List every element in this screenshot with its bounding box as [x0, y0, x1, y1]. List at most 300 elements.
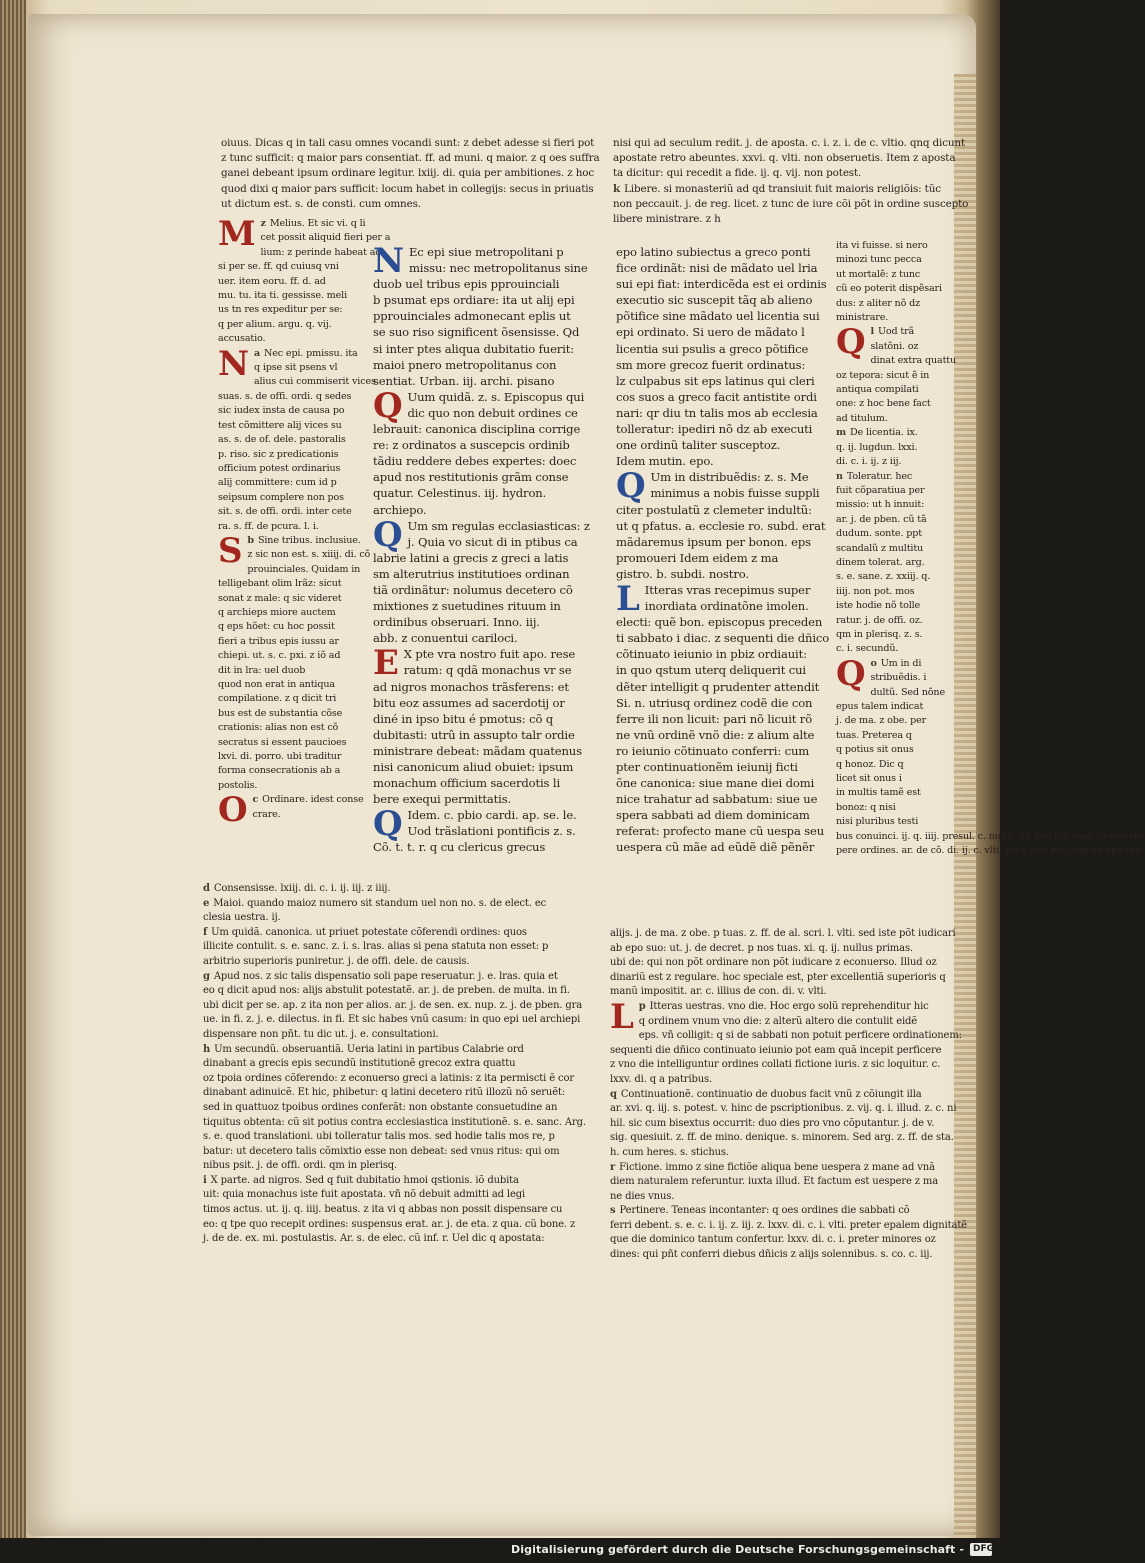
text-line: in quo qstum uterq deliquerit cui: [616, 663, 806, 678]
text-line: crare.: [252, 808, 281, 820]
text-line: re: z ordinatos a suscepcis ordinib: [373, 438, 570, 453]
text-line: illicite contulit. s. e. sanc. z. i. s. lras. alias si pena statuta non esset: p: [203, 941, 549, 953]
text-line: cõtinuato ieiunio in pbiz ordiauit:: [616, 647, 807, 662]
right-gloss-narrow: [836, 239, 1145, 858]
text-line: sui epi fiat: interdicẽda est ei ordinis: [616, 277, 827, 292]
text-line: promoueri Idem eidem z ma: [616, 550, 779, 565]
text-line: dubitasti: utrû in assupto talr ordie: [373, 727, 575, 742]
decorated-initial: E: [373, 643, 399, 684]
gloss-marker: p: [638, 1000, 646, 1012]
text-line: us tn res expeditur per se:: [218, 304, 343, 316]
text-line: apostate retro abeuntes. xxvi. q. vlti. non obseruetis. Item z aposta: [613, 152, 956, 165]
text-line: timos actus. ut. ij. q. iiij. beatus. z ita vi q abbas non possit dispensare cu: [203, 1204, 563, 1216]
left-page-edges: [0, 0, 26, 1538]
text-line: ab epo suo: ut. j. de decret. p nos tuas. xi. q. ij. nullus primas.: [610, 942, 913, 954]
text-line: eps. vñ colligit: q si de sabbati non potuit perficere ordinationem:: [638, 1030, 962, 1042]
text-line: ordinibus obseruari. Inno. iij.: [373, 615, 540, 630]
text-line: nice trahatur ad sabbatum: siue ue: [616, 792, 818, 807]
text-line: q honoz. Dic q: [836, 758, 904, 770]
text-line: pere ordines. ar. de cõ. di. ij. c. vlti. Itẽ q non põt cogi ab epo rec: [836, 845, 1141, 857]
paragraph-block: [218, 214, 391, 347]
text-line: quatur. Celestinus. iij. hydron.: [373, 486, 547, 501]
text-line: [610, 1204, 970, 1219]
text-line: electi: quẽ bon. episcopus preceden: [616, 615, 823, 630]
text-line: uespera cũ mãe ad eũdẽ diẽ pẽnẽr: [616, 840, 815, 855]
decorated-initial: S: [218, 530, 243, 571]
text-line: Itteras vras recepimus super: [644, 582, 811, 597]
text-line: ar. j. de pben. cũ tã: [836, 513, 927, 525]
text-line: di. c. i. ij. z iij.: [836, 456, 902, 468]
text-line: fuit cõparatiua per: [836, 484, 925, 496]
text-line: tiã ordinãtur: nolumus decetero cõ: [373, 582, 573, 597]
gloss-marker: o: [870, 657, 877, 669]
line-text: Libere. si monasteriũ ad qd transiuit fuit maioris religiõis: tũc: [624, 182, 941, 195]
text-line: [203, 1174, 588, 1189]
line-text: Consensisse. lxiij. di. c. i. ij. iij. z iiij.: [213, 883, 391, 894]
text-line: sed in quattuoz tpoibus ordines conferãt: non obstante consuetudine an: [203, 1101, 558, 1113]
gloss-marker: k: [613, 182, 621, 195]
text-line: c. i. secundũ.: [836, 643, 899, 655]
paragraph-block: [218, 343, 376, 534]
text-line: dudum. sonte. ppt: [836, 528, 922, 540]
left-gloss-narrow: [218, 214, 391, 831]
gloss-marker: h: [203, 1043, 211, 1055]
line-text: Uod trã: [877, 326, 915, 338]
text-line: lium: z perinde habeat ac: [260, 246, 381, 258]
text-line: [203, 897, 588, 912]
paragraph-block: [218, 530, 371, 793]
text-line: sic iudex insta de causa po: [218, 405, 345, 417]
paragraph-block: [218, 790, 368, 831]
gloss-marker: n: [836, 470, 843, 482]
text-line: chiepi. ut. s. c. pxi. z iõ ad: [218, 650, 341, 662]
gloss-marker: l: [870, 326, 874, 338]
text-line: licet sit onus i: [836, 773, 902, 785]
text-line: sit. s. de offi. ordi. inter cete: [218, 506, 352, 518]
text-line: Idem mutin. epo.: [616, 454, 714, 469]
text-line: [203, 1043, 588, 1058]
text-line: in multis tamẽ est: [836, 787, 921, 799]
text-line: q per alium. argu. q. vij.: [218, 318, 332, 330]
line-text: Ordinare. idest conse: [262, 794, 364, 806]
gloss-marker: a: [253, 347, 261, 359]
text-line: hil. sic cum bisextus occurrit: duo dies pro vno cõputantur. j. de v.: [610, 1117, 935, 1129]
text-line: ita vi fuisse. si nero: [836, 240, 928, 251]
text-line: as. s. de of. dele. pastoralis: [218, 434, 346, 446]
line-text: De licentia. ix.: [850, 427, 918, 439]
paragraph-block: [610, 1161, 970, 1205]
paragraph-block: [373, 514, 590, 647]
text-line: nisi qui ad seculum redit. j. de aposta. c. i. z. i. de c. vltio. qnq dicunt: [613, 137, 965, 149]
line-text: Fictione. immo z sine fictiõe aliqua bene uespera z mane ad vnã: [619, 1161, 935, 1173]
text-line: eo q dicit apud nos: alijs abstulit potestatẽ. ar. j. de preben. de multa. in fi.: [203, 985, 570, 997]
text-line: sig. quesiuit. z. ff. de mino. denique. s. minorem. Sed arg. z. ff. de sta.: [610, 1132, 954, 1144]
text-line: dultũ. Sed nõne: [870, 686, 945, 698]
text-line: missu: nec metropolitanus sine: [408, 261, 588, 276]
right-gloss-top: [613, 136, 973, 227]
text-line: ta dicitur: qui recedit a fide. ij. q. vij. non potest.: [613, 167, 862, 180]
paragraph-block: [610, 996, 970, 1088]
text-line: q potius sit onus: [836, 744, 914, 756]
text-line: gistro. b. subdi. nostro.: [616, 566, 749, 581]
text-line: labrie latini a grecis z greci a latis: [373, 550, 569, 565]
text-line: ratum: q qdã monachus vr se: [403, 663, 572, 678]
paragraph-block: [203, 926, 588, 970]
text-line: ministrare.: [836, 312, 889, 324]
text-line: ti sabbato i diac. z sequenti die dñico: [616, 631, 830, 646]
footer-bar: [0, 1538, 1000, 1563]
text-line: ro ieiunio cõtinuato conferri: cum: [616, 743, 810, 758]
text-line: oz tpoia ordines cõferendo: z econuerso greci a latinis: z ita permiscti ẽ cor: [203, 1072, 574, 1084]
text-line: arbitrio superioris puniretur. j. de offi. dele. de causis.: [203, 955, 470, 967]
text-line: ra. s. ff. de pcura. l. i.: [218, 520, 319, 532]
text-line: abb. z conuentui cariloci.: [373, 631, 518, 646]
text-line: quod dixi q maior pars sufficit: locum habet in collegijs: secus in priuatis: [221, 182, 594, 195]
text-line: q eps hõet: cu hoc possit: [218, 621, 335, 633]
text-line: ne vnũ ordinẽ vnõ die: z alium alte: [616, 727, 815, 742]
text-line: Cõ. t. t. r. q cu clericus grecus: [373, 840, 546, 855]
text-line: lxxv. di. q a patribus.: [610, 1073, 713, 1085]
gloss-marker: f: [203, 926, 208, 938]
text-line: cos suos a greco facit antistite ordi: [616, 389, 817, 404]
text-line: suas. s. de offi. ordi. q sedes: [218, 390, 352, 402]
decorated-initial: Q: [616, 466, 646, 507]
paragraph-block: [373, 241, 588, 389]
decorated-initial: Q: [836, 653, 866, 694]
text-line: mixtiones z suetudines rituum in: [373, 599, 561, 614]
line-text: Pertinere. Teneas incontanter: q oes ordines die sabbati cõ: [619, 1205, 910, 1217]
text-line: mãdaremus ipsum per bonon. eps: [616, 534, 811, 549]
text-line: nari: qr diu tn talis mos ab ecclesia: [616, 405, 818, 420]
text-line: [613, 182, 973, 197]
text-line: eo: q tpe quo recepit ordines: suspensus erat. ar. j. de eta. z qua. cũ bone. z: [203, 1218, 576, 1230]
text-line: ferri debent. s. e. c. i. ij. z. iij. z. lxxv. di. c. i. vlti. preter epalem dignitatẽ: [610, 1219, 967, 1231]
paragraph-block: [616, 466, 831, 582]
text-line: si inter ptes aliqua dubitatio fuerit:: [373, 341, 575, 356]
text-line: batur: ut decetero talis cõmixtio esse non debeat: sed vnus ritus: qui om: [203, 1145, 560, 1157]
dfg-logo-text: DFG: [973, 1544, 995, 1554]
text-line: telligebant olim lrãz: sicut: [218, 578, 342, 590]
text-line: que die dominico tantum confertur. lxxv. di. c. i. preter minores oz: [610, 1234, 936, 1246]
text-line: compilatione. z q dicit tri: [218, 693, 337, 705]
text-line: sonat z male: q sic videret: [218, 592, 342, 604]
text-line: Idem. c. pbio cardi. ap. se. le.: [407, 808, 577, 823]
text-line: citer postulatũ z clemeter indultũ:: [616, 502, 812, 517]
decorated-initial: L: [610, 996, 634, 1037]
text-line: põtifice sine mãdato uel licentia sui: [616, 309, 820, 324]
text-line: X pte vra nostro fuit apo. rese: [403, 647, 576, 662]
left-gloss-bottom: [203, 882, 588, 1247]
text-line: dus: z aliter nõ dz: [836, 297, 921, 309]
text-line: ut mortalẽ: z tunc: [836, 268, 921, 280]
decorated-initial: Q: [836, 322, 866, 363]
text-line: spera sabbati ad diem dominicam: [616, 808, 810, 823]
text-line: slatõni. oz: [870, 340, 919, 352]
decorated-initial: L: [616, 578, 640, 619]
text-line: quod non erat in antiqua: [218, 679, 335, 690]
text-line: z sic non est. s. xiiij. di. cõ: [247, 549, 371, 561]
decretal-column-left: [373, 241, 590, 856]
paragraph-block: [610, 1204, 970, 1262]
decretal-column-right: [616, 244, 831, 856]
text-line: epus talem indicat: [836, 701, 924, 712]
text-line: Uum quidã. z. s. Episcopus qui: [407, 389, 585, 404]
text-line: test cõmittere alij vices su: [218, 419, 342, 431]
paragraph-block: [610, 1088, 970, 1161]
text-line: antiqua compilati: [836, 384, 919, 396]
text-line: ubi de: qui non põt ordinare non põt iudicare z econuerso. Illud oz: [610, 957, 937, 969]
text-line: epo latino subiectus a greco ponti: [616, 245, 811, 259]
text-line: lz culpabus sit eps latinus qui cleri: [616, 373, 815, 388]
paragraph-block: [203, 1043, 588, 1174]
paragraph-block: [373, 643, 588, 807]
text-line: oz tepora: sicut ẽ in: [836, 369, 930, 381]
text-line: monachum officium sacerdotis li: [373, 776, 561, 791]
text-line: ar. xvi. q. iij. s. potest. v. hinc de pscriptionibus. z. vij. q. i. illud. z. c. ni: [610, 1103, 957, 1115]
text-line: iiij. non pot. mos: [836, 585, 915, 597]
text-line: q archieps miore auctem: [218, 606, 336, 618]
line-text: Toleratur. hec: [846, 470, 913, 482]
paragraph-block: [373, 385, 588, 518]
text-line: [203, 882, 588, 897]
text-line: ad titulum.: [836, 412, 888, 424]
decorated-initial: N: [373, 241, 404, 281]
text-line: sentiat. Urban. iij. archi. pisano: [373, 373, 555, 388]
text-line: seipsum complere non pos: [218, 491, 344, 503]
text-line: dinat extra quattu: [870, 355, 957, 367]
text-line: ministrare debeat: mãdam quatenus: [373, 743, 582, 758]
text-line: tãdiu reddere debes expertes: doec: [373, 454, 577, 469]
text-line: [610, 1161, 970, 1176]
gloss-marker: m: [836, 427, 847, 439]
text-line: s. e. sane. z. xxiij. q.: [836, 571, 931, 583]
decorated-initial: Q: [373, 514, 403, 555]
paragraph-block: [836, 653, 1145, 859]
text-line: crationis: alias non est cõ: [218, 722, 339, 734]
text-line: ut dictum est. s. de consti. cum omnes.: [221, 197, 421, 210]
text-line: tuas. Preterea q: [836, 729, 912, 741]
line-text: Maioi. quando maioz numero sit standum uel non no. s. de elect. ec: [213, 897, 547, 909]
gloss-marker: b: [247, 534, 254, 546]
text-line: maioi pnero metropolitanus con: [373, 357, 557, 372]
text-line: nibus psit. j. de offi. ordi. qm in plerisq.: [203, 1160, 398, 1172]
text-line: j. Quia vo sicut di in ptibus ca: [407, 534, 578, 549]
text-line: dinabant a grecis epis secundũ institutionẽ grecoz extra quattu: [203, 1058, 516, 1070]
text-line: ue. in fi. z. j. e. dilectus. in fi. Et sic habes vnũ casum: in quo epi uel archiepi: [203, 1014, 581, 1026]
text-line: b psumat eps ordiare: ita ut alij epi: [373, 293, 575, 308]
gloss-marker: d: [203, 883, 210, 894]
text-line: cet possit aliquid fieri per a: [260, 232, 391, 244]
text-line: dit in lra: uel duob: [218, 664, 306, 676]
text-line: Si. n. utriusq ordinez codẽ die con: [616, 695, 813, 710]
text-line: q ipse sit psens vl: [253, 362, 338, 374]
text-line: [610, 1088, 970, 1103]
text-line: bere exequi permittatis.: [373, 792, 512, 807]
text-line: nisi canonicum aliud obuiet: ipsum: [373, 760, 574, 774]
text-line: apud nos restitutionis grãm conse: [373, 470, 569, 485]
text-line: õne canonica: siue mane diei domi: [616, 776, 815, 791]
text-line: epi ordinato. Si uero de mãdato l: [616, 325, 805, 340]
text-line: ferre ili non licuit: pari nõ licuit rõ: [616, 711, 813, 726]
text-line: [836, 470, 971, 484]
text-line: dinem tolerat. arg.: [836, 556, 925, 568]
paragraph-block: [616, 244, 831, 469]
text-line: [203, 970, 588, 985]
text-line: scandalũ z multitu: [836, 542, 924, 554]
line-text: Um secundũ. obseruantiã. Ueria latini in partibus Calabrie ord: [214, 1043, 524, 1055]
text-line: z vno die intelliguntur ordines collati fictione iuris. z sic loquitur. c.: [610, 1059, 941, 1071]
text-line: [836, 426, 971, 440]
text-line: dispensare non pñt. tu dic ut. j. e. consultationi.: [203, 1028, 439, 1040]
text-line: sm more grecoz fuerit ordinatus:: [616, 357, 806, 372]
text-line: one ordinũ taliter susceptoz.: [616, 438, 781, 453]
text-line: alijs. j. de ma. z obe. p tuas. z. ff. de al. scri. l. vlti. sed iste põt iudicari: [610, 928, 956, 939]
text-line: tiquitus obtenta: cũ sit potius contra ecclesiastica institutionẽ. s. e. sanc. Arg.: [203, 1116, 586, 1128]
text-line: dẽter intelligit q prudenter attendit: [616, 679, 820, 694]
line-text: Apud nos. z sic talis dispensatio soli pape reseruatur. j. e. lras. quia et: [213, 970, 558, 982]
text-line: Um in distribuẽdis: z. s. Me: [650, 470, 809, 485]
decorated-initial: N: [218, 343, 249, 384]
text-line: q ordinem vnum vno die: z alterũ altero die contulit eidẽ: [638, 1015, 918, 1027]
text-line: [203, 926, 588, 941]
paragraph-block: [836, 426, 971, 469]
text-line: lxvi. di. porro. ubi traditur: [218, 751, 342, 763]
text-line: bonoz: q nisi: [836, 801, 896, 813]
text-line: [610, 1000, 970, 1015]
text-line: minozi tunc pecca: [836, 254, 922, 266]
text-line: diné in ipso bitu é pmotus: cõ q: [373, 711, 554, 726]
text-line: j. de ma. z obe. per: [836, 715, 927, 727]
gloss-marker: e: [203, 897, 210, 909]
page: [28, 14, 1145, 1536]
left-gloss-top: [221, 136, 600, 212]
text-line: inordiata ordinatõne imolen.: [644, 599, 809, 614]
text-line: si per se. ff. qd cuiusq vni: [218, 261, 339, 273]
text-line: lebrauit: canonica disciplina corrige: [373, 422, 581, 437]
line-text: X parte. ad nigros. Sed q fuit dubitatio hmoi qstionis. iõ dubita: [210, 1174, 519, 1186]
text-line: licentia sui psulis a greco põtifice: [616, 341, 809, 356]
text-line: officium potest ordinarius: [218, 462, 341, 474]
gloss-marker: q: [610, 1088, 617, 1100]
gloss-marker: g: [203, 970, 210, 982]
text-line: archiepo.: [373, 502, 427, 517]
paragraph-block: [203, 1174, 588, 1247]
line-text: Um quidã. canonica. ut priuet potestate cõferendi ordines: quos: [211, 926, 527, 938]
text-line: uit: quia monachus iste fuit apostata. vñ nõ debuit admitti ad legi: [203, 1189, 526, 1201]
text-line: ubi dicit per se. ap. z ita non per alios. ar. j. de sen. ex. nup. z. j. de pben. gra: [203, 999, 583, 1011]
decorated-initial: O: [218, 790, 248, 831]
text-line: dic quo non debuit ordines ce: [407, 405, 578, 420]
text-line: pter continuationẽm ieiunij ficti: [616, 760, 798, 774]
text-line: forma consecrationis ab a: [218, 765, 341, 777]
text-line: h. cum heres. s. stichus.: [610, 1146, 729, 1158]
text-line: executio sic suscepit tãq ab alieno: [616, 293, 813, 308]
text-line: fice ordinãt: nisi de mãdato uel lria: [616, 261, 818, 276]
text-line: accusatio.: [218, 333, 266, 345]
paragraph-block: [203, 970, 588, 1043]
text-line: libere ministrare. z h: [613, 213, 721, 226]
text-line: sm alterutrius institutioes ordinan: [373, 566, 570, 581]
paragraph-block: [203, 897, 588, 926]
paragraph-block: [836, 470, 971, 657]
text-line: mu. tu. ita ti. gessisse. meli: [218, 290, 347, 302]
text-line: Ec epi siue metropolitani p: [408, 245, 564, 259]
paragraph-block: [836, 322, 971, 426]
text-line: missio: ut h innuit:: [836, 499, 925, 511]
line-text: Um in di: [880, 657, 922, 669]
text-line: referat: profecto mane cũ uespa seu: [616, 824, 825, 839]
gloss-marker: c: [252, 794, 259, 806]
text-line: clesia uestra. ij.: [203, 912, 281, 924]
right-gloss-bottom: [610, 927, 970, 1263]
text-line: bus est de substantia cõse: [218, 707, 343, 719]
text-line: ratur. j. de offi. oz.: [836, 614, 923, 626]
text-line: dinariũ est z regulare. hoc speciale est, pter excellentiã superioris q: [610, 971, 946, 983]
decorated-initial: Q: [373, 385, 403, 426]
gloss-marker: i: [203, 1174, 207, 1186]
text-line: ut q pfatus. a. ecclesie ro. subd. erat: [616, 518, 826, 533]
text-line: iste hodie nõ tolle: [836, 600, 921, 612]
line-text: Itteras uestras. vno die. Hoc ergo solũ reprehenditur hic: [649, 1000, 929, 1012]
text-line: tolleratur: ipediri nõ dz ab executi: [616, 422, 813, 437]
text-line: oiuus. Dicas q in tali casu omnes vocandi sunt: z debet adesse si fieri pot: [221, 137, 595, 149]
text-line: diem naturalem referuntur. iuxta illud. Et factum est uespere z ma: [610, 1176, 939, 1188]
paragraph-block: [616, 578, 831, 856]
text-line: z tunc sufficit: q maior pars consentiat. ff. ad muni. q maior. z q oes suffra: [221, 152, 600, 165]
text-line: minimus a nobis fuisse suppli: [650, 486, 820, 501]
text-line: Um sm regulas ecclasiasticas: z: [407, 518, 590, 533]
text-line: bus conuinci. ij. q. iiij. presul. c. nullã. Itẽ non põt cogi ab epo rec: [836, 830, 1145, 842]
text-line: alij committere: cum id p: [218, 477, 337, 489]
text-line: ad nigros monachos trãsferens: et: [373, 679, 569, 694]
line-text: Nec epi. pmissu. ita: [264, 347, 358, 359]
text-line: duob uel tribus epis pprouinciali: [373, 277, 560, 292]
text-line: bitu eoz assumes ad sacerdotij or: [373, 695, 565, 710]
gloss-marker: s: [610, 1205, 616, 1217]
text-line: j. de de. ex. mi. postulastis. Ar. s. de elec. cũ inf. r. Uel dic q apostata:: [203, 1233, 545, 1245]
text-line: ne dies vnus.: [610, 1190, 675, 1202]
gloss-marker: r: [610, 1161, 616, 1173]
text-line: se suo riso significent õsensisse. Qd: [373, 325, 580, 340]
dfg-logo: [970, 1543, 995, 1556]
text-line: manũ impositit. ar. c. illius de con. di. v. vlti.: [610, 986, 827, 998]
paragraph-block: [203, 882, 588, 897]
text-line: one: z hoc bene fact: [836, 398, 931, 410]
footer-credit: Digitalisierung gefördert durch die Deutsche Forschungsgemeinschaft -: [511, 1543, 964, 1556]
text-line: dines: qui pñt conferri diebus dñicis z alijs solennibus. s. co. c. iij.: [610, 1249, 933, 1261]
text-line: ganei debeant ipsum ordinare legitur. lxiij. di. quia per ambitiones. z hoc: [221, 167, 595, 180]
text-line: Uod trãslationi pontificis z. s.: [407, 824, 576, 839]
text-line: stribuẽdis. i: [870, 672, 927, 684]
paragraph-block: [610, 927, 970, 1000]
paragraph-block: [373, 804, 588, 855]
line-text: Melius. Et sic vi. q li: [269, 218, 366, 229]
text-line: alius cui commiserit vices: [253, 376, 376, 388]
text-line: secratus si essent paucioes: [218, 736, 347, 748]
text-line: nisi pluribus testi: [836, 816, 919, 828]
text-line: cũ eo poterit dispẽsari: [836, 283, 942, 295]
text-line: non peccauit. j. de reg. licet. z tunc de iure cõi põt in ordine suscepto: [613, 197, 969, 210]
text-line: q. ij. lugdun. lxxi.: [836, 441, 918, 453]
text-line: uer. item eoru. ff. d. ad: [218, 275, 326, 287]
paragraph-block: [836, 239, 971, 325]
text-line: qm in plerisq. z. s.: [836, 628, 923, 640]
line-text: Sine tribus. inclusiue.: [257, 534, 361, 546]
gloss-marker: z: [260, 218, 266, 229]
line-text: Continuationẽ. continuatio de duobus facit vnũ z cõiungit illa: [620, 1088, 922, 1100]
text-line: postolis.: [218, 779, 258, 791]
text-line: s. e. quod translationi. ubi tolleratur talis mos. sed hodie talis mos re, p: [203, 1131, 555, 1143]
